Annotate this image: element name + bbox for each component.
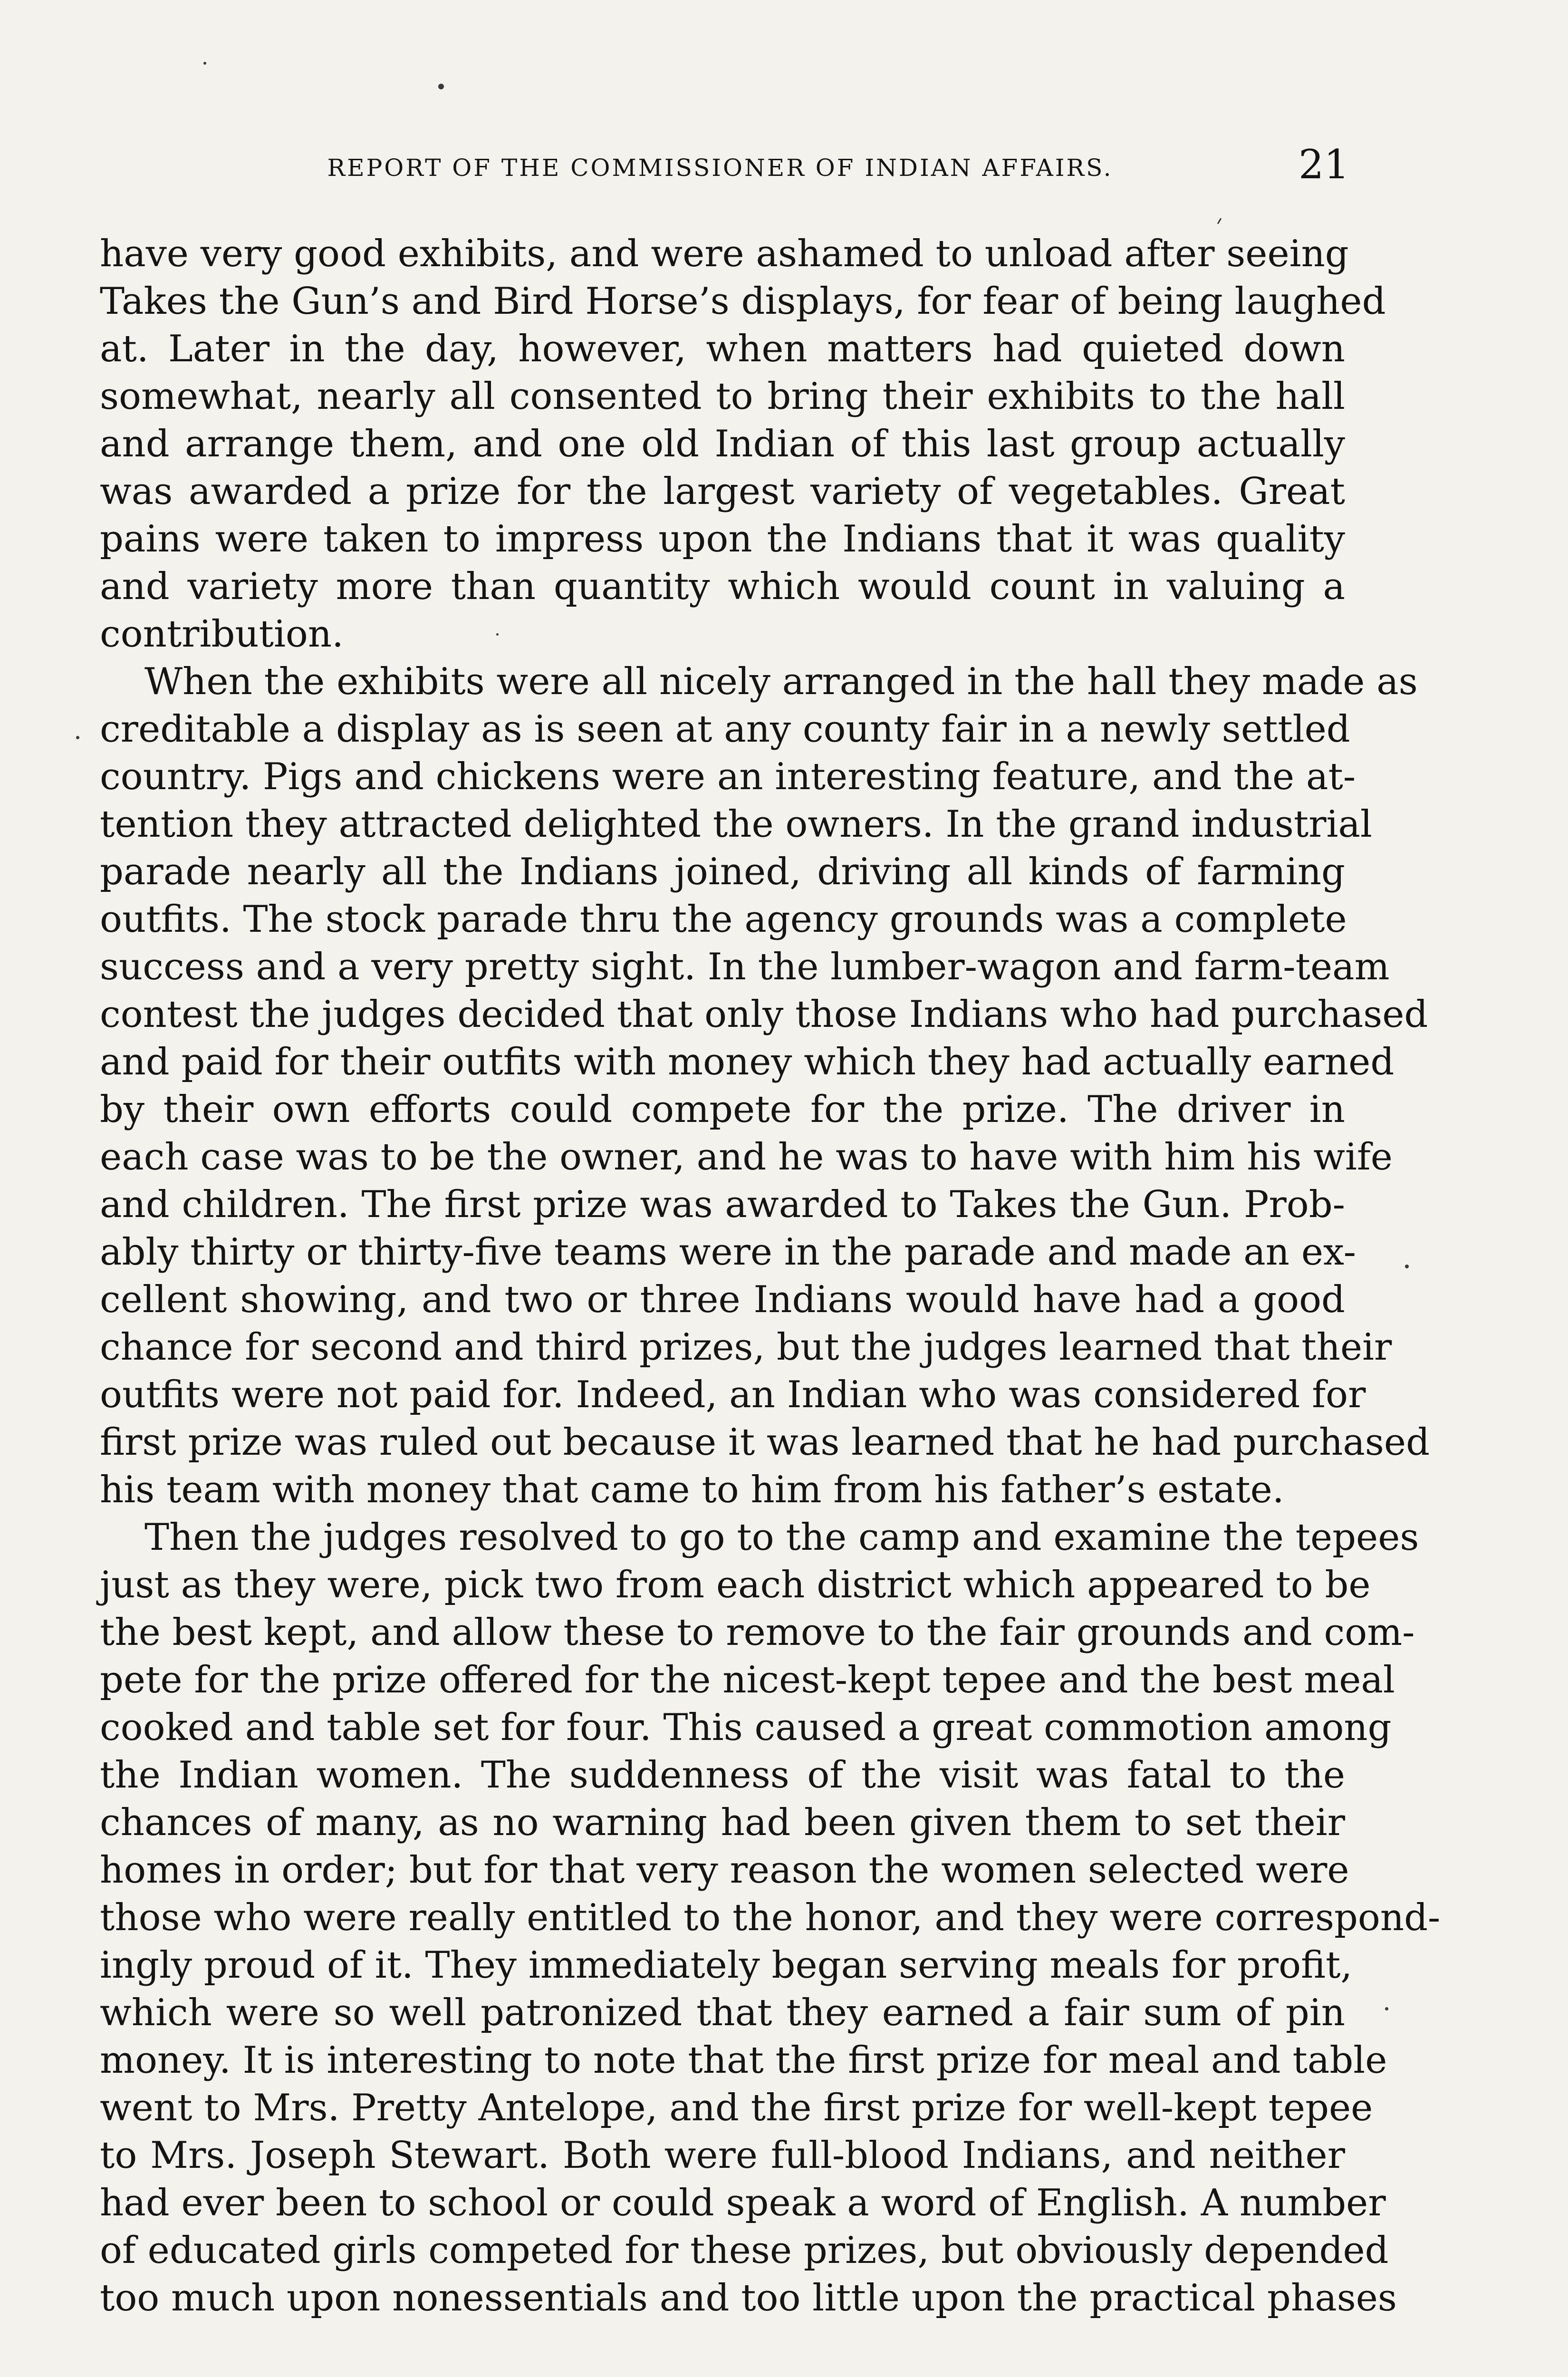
text-line: too much upon nonessentials and too little upon the practical phases <box>100 2277 1397 2319</box>
scan-speck <box>1217 218 1222 224</box>
text-line: success and a very pretty sight. In the lumber-wagon and farm-team <box>100 946 1390 988</box>
text-line: outfits. The stock parade thru the agency grounds was a complete <box>100 898 1347 941</box>
text-line: was awarded a prize for the largest variety of vegetables. Great <box>100 470 1345 513</box>
text-line: and paid for their outfits with money which they had actually earned <box>100 1041 1395 1083</box>
text-line: of educated girls competed for these prizes, but obviously depended <box>100 2229 1389 2272</box>
text-line: homes in order; but for that very reason the women selected were <box>100 1849 1349 1892</box>
text-line: his team with money that came to him from his father’s estate. <box>100 1469 1284 1511</box>
running-head: REPORT OF THE COMMISSIONER OF INDIAN AFFAIRS. <box>327 154 1113 182</box>
text-line: which were so well patronized that they earned a fair sum of pin <box>100 1991 1345 2034</box>
text-line: the Indian women. The suddenness of the visit was fatal to the <box>100 1754 1345 1797</box>
text-line: ably thirty or thirty-five teams were in the parade and made an ex- <box>100 1231 1356 1274</box>
text-line: Then the judges resolved to go to the camp and examine the tepees <box>144 1516 1419 1559</box>
text-line: When the exhibits were all nicely arranged in the hall they made as <box>144 660 1418 703</box>
text-line: have very good exhibits, and were ashamed to unload after seeing <box>100 232 1349 275</box>
page-number: 21 <box>1299 141 1349 188</box>
text-line: at. Later in the day, however, when matters had quieted down <box>100 328 1345 370</box>
scan-speck <box>1405 1265 1409 1268</box>
body-text <box>100 230 1441 2322</box>
paragraph-3 <box>100 1514 1441 2322</box>
text-line: to Mrs. Joseph Stewart. Both were full-blood Indians, and neither <box>100 2134 1345 2177</box>
text-line: those who were really entitled to the honor, and they were correspond- <box>100 1896 1441 1939</box>
text-line: and variety more than quantity which would count in valuing a <box>100 565 1345 608</box>
text-line: creditable a display as is seen at any county fair in a newly settled <box>100 708 1350 751</box>
scan-speck <box>1385 2007 1388 2010</box>
text-line: had ever been to school or could speak a word of English. A number <box>100 2182 1386 2224</box>
text-line: country. Pigs and chickens were an interesting feature, and the at- <box>100 755 1356 798</box>
text-line: tention they attracted delighted the owners. In the grand industrial <box>100 803 1372 846</box>
text-line: just as they were, pick two from each district which appeared to be <box>100 1564 1371 1606</box>
scan-speck <box>496 633 499 636</box>
scan-speck <box>76 736 79 739</box>
text-line: each case was to be the owner, and he was to have with him his wife <box>100 1136 1393 1179</box>
paragraph-1 <box>100 230 1386 658</box>
text-line: outfits were not paid for. Indeed, an Indian who was considered for <box>100 1373 1366 1416</box>
text-line: somewhat, nearly all consented to bring their exhibits to the hall <box>100 375 1345 418</box>
text-line: pains were taken to impress upon the Indians that it was quality <box>100 518 1345 560</box>
text-line: first prize was ruled out because it was learned that he had purchased <box>100 1421 1430 1464</box>
text-line: by their own efforts could compete for the prize. The driver in <box>100 1088 1345 1131</box>
text-line: ingly proud of it. They immediately began serving meals for profit, <box>100 1944 1353 1987</box>
text-line: went to Mrs. Pretty Antelope, and the first prize for well-kept tepee <box>100 2087 1373 2129</box>
text-line: cooked and table set for four. This caused a great commotion among <box>100 1706 1392 1749</box>
text-line: money. It is interesting to note that the first prize for meal and table <box>100 2039 1387 2082</box>
text-line: chances of many, as no warning had been given them to set their <box>100 1801 1345 1844</box>
text-line: chance for second and third prizes, but the judges learned that their <box>100 1326 1392 1369</box>
text-line: parade nearly all the Indians joined, driving all kinds of farming <box>100 850 1345 893</box>
text-line: Takes the Gun’s and Bird Horse’s displays, for fear of being laughed <box>100 280 1386 323</box>
scan-speck <box>203 62 206 65</box>
scan-speck <box>438 84 444 89</box>
text-line: the best kept, and allow these to remove to the fair grounds and com- <box>100 1611 1415 1654</box>
paragraph-2 <box>100 658 1430 1514</box>
text-line: and children. The first prize was awarded to Takes the Gun. Prob- <box>100 1183 1345 1226</box>
text-line: and arrange them, and one old Indian of this last group actually <box>100 423 1345 465</box>
text-line: cellent showing, and two or three Indians would have had a good <box>100 1278 1345 1321</box>
text-line: contest the judges decided that only those Indians who had purchased <box>100 993 1428 1036</box>
text-line: contribution. <box>100 613 344 656</box>
text-line: pete for the prize offered for the nicest-kept tepee and the best meal <box>100 1659 1395 1701</box>
